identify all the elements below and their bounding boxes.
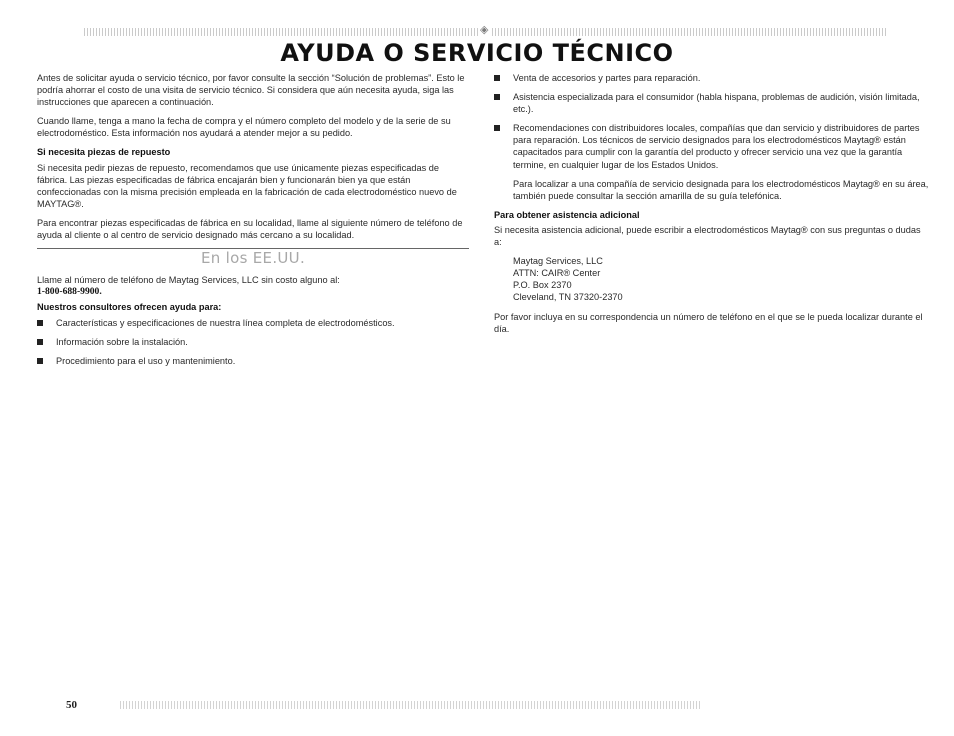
parts-paragraph-2: Para encontrar piezas especificadas de fábrica en su localidad, llame al siguiente número de teléfono de ayuda al cliente o al centro de servicio designado más cercano a su localidad. (37, 217, 463, 241)
list-item: Procedimiento para el uso y mantenimiento. (37, 355, 469, 367)
call-text: Llame al número de teléfono de Maytag Services, LLC sin costo alguno al: (37, 275, 340, 286)
left-bullet-list (37, 317, 469, 367)
bottom-decorative-band (120, 701, 700, 709)
list-item: Información sobre la instalación. (37, 336, 469, 348)
additional-paragraph: Si necesita asistencia adicional, puede escribir a electrodomésticos Maytag® con sus preguntas o dudas a: (494, 224, 921, 248)
us-section-heading: En los EE.UU. (200, 249, 306, 268)
right-column (494, 72, 930, 342)
left-column (37, 72, 469, 374)
list-item: Características y especificaciones de nuestra línea completa de electrodomésticos. (37, 317, 469, 329)
diamond-icon: ◈ (480, 24, 489, 36)
intro-paragraph-2: Cuando llame, tenga a mano la fecha de compra y el número completo del modelo y de la serie de su electrodoméstico. Esta información nos ayudará a atender mejor a su pedido. (37, 116, 451, 139)
address-line: Maytag Services, LLC (513, 256, 603, 267)
phone-number: 1-800-688-9900. (37, 286, 102, 298)
locate-paragraph: Para localizar a una compañía de servicio designada para los electrodomésticos Maytag® en su área, también puede consultar la sección amarilla de su guía telefónica. (513, 178, 929, 201)
list-item: Asistencia especializada para el consumidor (habla hispana, problemas de audición, visión limitada, etc.). (494, 91, 930, 115)
right-bullet-list (494, 72, 930, 171)
additional-heading: Para obtener asistencia adicional (494, 209, 640, 220)
list-item: Venta de accesorios y partes para reparación. (494, 72, 930, 84)
address-line: P.O. Box 2370 (513, 280, 572, 291)
closing-paragraph: Por favor incluya en su correspondencia un número de teléfono en el que se le pueda localizar durante el día. (494, 312, 923, 335)
square-bullet-icon (37, 339, 43, 345)
square-bullet-icon (494, 75, 500, 81)
page-title: AYUDA O SERVICIO TÉCNICO (280, 39, 674, 67)
square-bullet-icon (37, 358, 43, 364)
parts-paragraph-1: Si necesita pedir piezas de repuesto, recomendamos que use únicamente piezas especificadas de fábrica. Las piezas especificadas de fábrica encajarán bien y funcionarán bien ya que están confeccionadas con la misma precisión empleada en la fabricación de cada electrodoméstico nuevo de MAYTAG®. (37, 162, 457, 209)
intro-paragraph-1: Antes de solicitar ayuda o servicio técnico, por favor consulte la sección “Solución de problemas”. Esto le podría ahorrar el costo de una visita de servicio técnico. Si considera que aún necesita ayuda, siga las instrucciones que aparecen a continuación. (37, 73, 465, 108)
parts-heading: Si necesita piezas de repuesto (37, 147, 171, 158)
page-number: 50 (66, 699, 77, 711)
address-line: ATTN: CAIR® Center (513, 268, 601, 279)
square-bullet-icon (494, 125, 500, 131)
square-bullet-icon (37, 320, 43, 326)
list-item: Recomendaciones con distribuidores locales, compañías que dan servicio y distribuidores de partes para reparación. Los técnicos de servicio designados para los electrodomésticos Maytag® están capacitados para cumplir con la garantía del producto y ofrecer servicio una vez que la garantía termine, en cualquier lugar de los Estados Unidos. (494, 122, 930, 170)
consultants-heading: Nuestros consultores ofrecen ayuda para: (37, 302, 222, 313)
address-line: Cleveland, TN 37320-2370 (513, 292, 623, 303)
mailing-address (494, 255, 930, 303)
square-bullet-icon (494, 94, 500, 100)
